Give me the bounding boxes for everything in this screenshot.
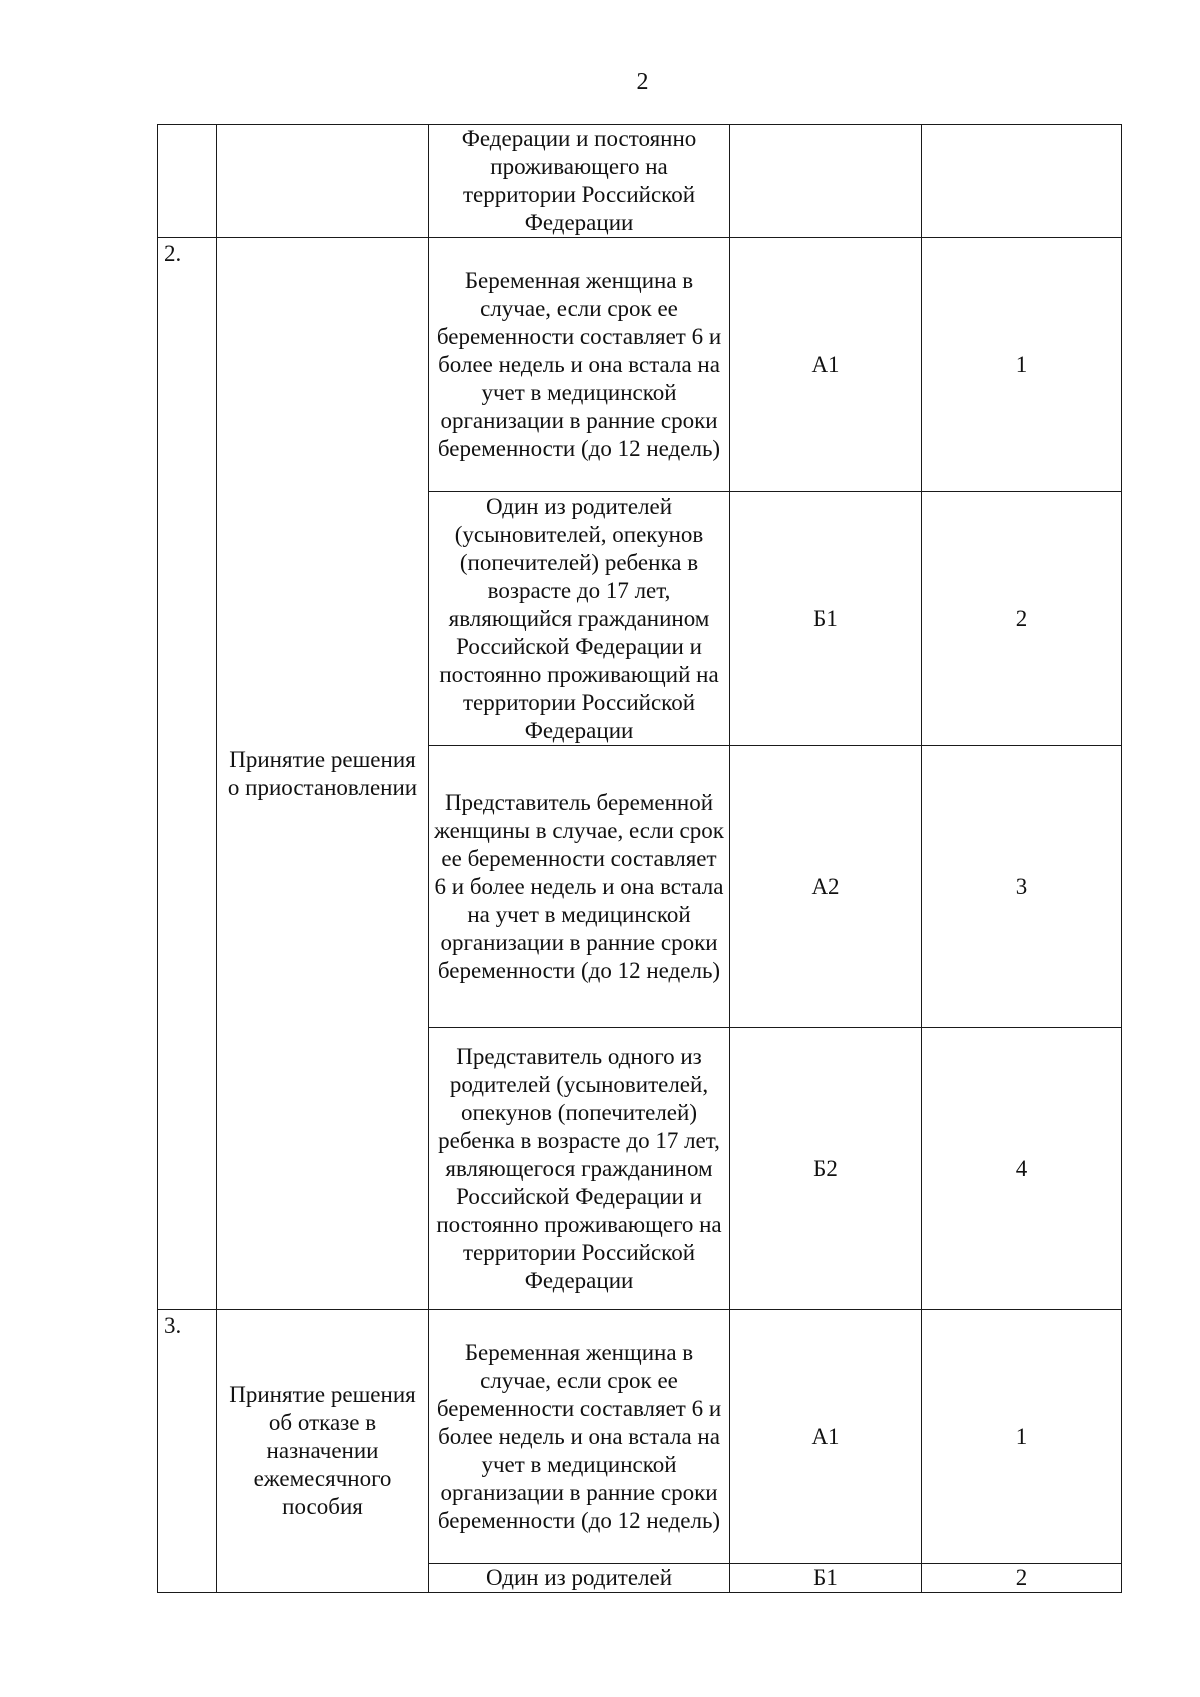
row-number-cell <box>158 125 217 238</box>
code-cell: А1 <box>730 1310 922 1564</box>
variant-cell: 4 <box>922 1028 1122 1310</box>
table-row <box>158 238 1122 492</box>
variant-cell: 1 <box>922 1310 1122 1564</box>
page-number: 2 <box>636 69 649 95</box>
variant-cell: 2 <box>922 492 1122 746</box>
category-cell: Представитель одного из родителей (усыновителей, опекунов (попечителей) ребенка в возрасте до 17 лет, являющегося гражданином Российской Федерации и постоянно проживающего на территории Российской Федерации <box>429 1028 730 1310</box>
variant-cell: 1 <box>922 238 1122 492</box>
category-cell: Один из родителей (усыновителей, опекунов (попечителей) ребенка в возрасте до 17 лет, являющийся гражданином Российской Федерации и постоянно проживающий на территории Российской Федерации <box>429 492 730 746</box>
code-cell: Б2 <box>730 1028 922 1310</box>
category-cell: Беременная женщина в случае, если срок ее беременности составляет 6 и более недель и она встала на учет в медицинской организации в ранние сроки беременности (до 12 недель) <box>429 1310 730 1564</box>
category-cell: Беременная женщина в случае, если срок ее беременности составляет 6 и более недель и она встала на учет в медицинской организации в ранние сроки беременности (до 12 недель) <box>429 238 730 492</box>
category-cell: Представитель беременной женщины в случае, если срок ее беременности составляет 6 и более недель и она встала на учет в медицинской организации в ранние сроки беременности (до 12 недель) <box>429 746 730 1028</box>
action-cell: Принятие решения об отказе в назначении ежемесячного пособия <box>217 1310 429 1593</box>
code-cell: Б1 <box>730 1564 922 1593</box>
action-cell: Принятие решения о приостановлении <box>217 238 429 1310</box>
code-cell: Б1 <box>730 492 922 746</box>
table-row <box>158 125 1122 238</box>
row-number-cell: 2. <box>158 238 217 1310</box>
table-row <box>158 1310 1122 1564</box>
variant-cell: 3 <box>922 746 1122 1028</box>
action-cell <box>217 125 429 238</box>
code-cell: А1 <box>730 238 922 492</box>
variant-cell <box>922 125 1122 238</box>
code-cell <box>730 125 922 238</box>
row-number-cell: 3. <box>158 1310 217 1593</box>
category-cell: Один из родителей <box>429 1564 730 1593</box>
code-cell: А2 <box>730 746 922 1028</box>
category-cell: Федерации и постоянно проживающего на территории Российской Федерации <box>429 125 730 238</box>
variant-cell: 2 <box>922 1564 1122 1593</box>
variants-table <box>157 124 1122 1593</box>
